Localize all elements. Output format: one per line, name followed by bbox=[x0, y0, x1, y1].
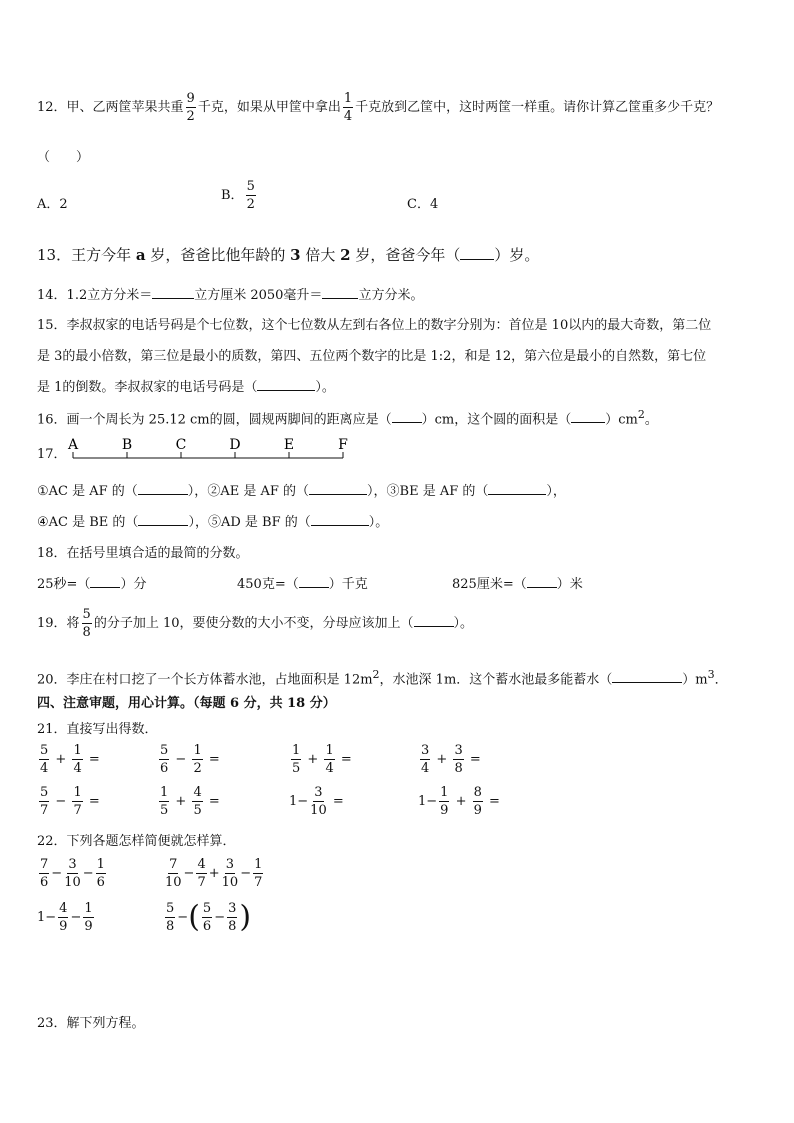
q21-expression: $\frac{3}{4}$ + $\frac{3}{8}$ = bbox=[421, 743, 481, 776]
answer-blank[interactable] bbox=[488, 494, 546, 495]
answer-blank[interactable] bbox=[138, 525, 188, 526]
fraction: $\frac{3}{10}$ bbox=[221, 857, 239, 890]
fraction: $\frac{1}{5}$ bbox=[292, 743, 301, 776]
answer-blank[interactable] bbox=[309, 494, 367, 495]
q18-item-c: 825厘米=（ ）米 bbox=[452, 577, 583, 592]
q13-line: 13．王方今年 a 岁，爸爸比他年龄的 3 倍大 2 岁，爸爸今年（ ）岁。 bbox=[37, 246, 540, 264]
q19-line: 19．将 $\frac{5}{8}$ 的分子加上 10，要使分数的大小不变，分母应该加上（ ）。 bbox=[37, 607, 474, 640]
fraction: $\frac{5}{6}$ bbox=[202, 901, 212, 934]
point-label: F bbox=[338, 437, 348, 453]
q15-line3: 是 1的倒数。李叔叔家的电话号码是（ ）。 bbox=[37, 380, 335, 395]
q12-line: 12．甲、乙两筐苹果共重 $\frac{9}{2}$ 千克，如果从甲筐中拿出 $\frac{1}{4}$ 千克放到乙筐中，这时两筐一样重。请你计算乙筐重多少千克？ bbox=[37, 91, 720, 124]
q22-expression: 1− $\frac{4}{9}$ − $\frac{1}{9}$ bbox=[37, 901, 93, 934]
option-b[interactable]: B． $\frac{5}{2}$ bbox=[221, 179, 255, 212]
fraction: $\frac{1}{6}$ bbox=[96, 857, 105, 890]
q21-expression: $\frac{5}{4}$ + $\frac{1}{4}$ = bbox=[40, 743, 100, 776]
fraction: $\frac{3}{8}$ bbox=[454, 743, 463, 776]
fraction: $\frac{1}{7}$ bbox=[73, 785, 82, 818]
q20-line: 20．李庄在村口挖了一个长方体蓄水池，占地面积是 $12m^2$，水池深 1m．这个蓄水池最多能蓄水（ ）$m^3$． bbox=[37, 668, 728, 688]
fraction: $\frac{7}{10}$ bbox=[165, 857, 182, 890]
fraction: $\frac{4}{9}$ bbox=[59, 901, 68, 934]
q12-text: 12．甲、乙两筐苹果共重 bbox=[37, 100, 184, 115]
q17-label: 17． bbox=[37, 447, 67, 462]
q18-item-b: 450克=（ ）千克 bbox=[237, 577, 368, 592]
q16-line: 16．画一个周长为 25.12 cm的圆，圆规两脚间的距离应是（ ）cm，这个圆的面积是（ ）$cm^2$。 bbox=[37, 408, 658, 428]
q17-row1: ①AC 是 AF 的（ ），②AE 是 AF 的（ ），③BE 是 AF 的（ ）， bbox=[37, 484, 566, 499]
q18-title: 18．在括号里填合适的最简的分数。 bbox=[37, 546, 249, 561]
fraction: $\frac{1}{4}$ bbox=[343, 91, 353, 124]
fraction: $\frac{1}{9}$ bbox=[84, 901, 93, 934]
answer-blank[interactable] bbox=[392, 422, 422, 423]
q22-expression: $\frac{7}{6}$ − $\frac{3}{10}$ − $\frac{1}{6}$ bbox=[40, 857, 105, 890]
q15-line1: 15．李叔叔家的电话号码是个七位数，这个七位数从左到右各位上的数字分别为：首位是 10以内的最大奇数，第二位 bbox=[37, 318, 712, 333]
fraction: $\frac{3}{10}$ bbox=[310, 785, 327, 818]
fraction: $\frac{4}{7}$ bbox=[197, 857, 206, 890]
q22-title: 22．下列各题怎样简便就怎样算． bbox=[37, 834, 236, 849]
fraction: $\frac{3}{4}$ bbox=[421, 743, 430, 776]
fraction: $\frac{8}{9}$ bbox=[473, 785, 482, 818]
fraction: $\frac{1}{9}$ bbox=[440, 785, 449, 818]
q15-line2: 是 3的最小倍数，第三位是最小的质数，第四、五位两个数字的比是 1:2，和是 12，第六位是最小的自然数，第七位 bbox=[37, 349, 707, 364]
fraction: $\frac{9}{2}$ bbox=[186, 91, 195, 124]
option-a[interactable]: A．2 bbox=[37, 197, 68, 212]
q21-title: 21．直接写出得数． bbox=[37, 722, 158, 737]
q18-item-a: 25秒=（ ）分 bbox=[37, 577, 147, 592]
section-heading: 四、注意审题，用心计算。（每题 6 分，共 18 分） bbox=[37, 696, 336, 711]
fraction: $\frac{1}{2}$ bbox=[193, 743, 202, 776]
q14-line: 14．1.2立方分米＝ 立方厘米 2050毫升＝ 立方分米。 bbox=[37, 288, 424, 303]
q22-expression: $\frac{7}{10}$ − $\frac{4}{7}$ + $\frac{3}{10}$ − $\frac{1}{7}$ bbox=[165, 857, 263, 890]
q23-title: 23．解下列方程。 bbox=[37, 1016, 145, 1031]
fraction: $\frac{3}{8}$ bbox=[228, 901, 237, 934]
fraction: $\frac{5}{6}$ bbox=[160, 743, 169, 776]
answer-blank[interactable] bbox=[138, 494, 188, 495]
fraction: $\frac{1}{7}$ bbox=[254, 857, 263, 890]
answer-blank[interactable] bbox=[414, 626, 454, 627]
q21-expression: 1− $\frac{3}{10}$ = bbox=[289, 785, 344, 818]
answer-blank[interactable] bbox=[90, 587, 120, 588]
q17-row2: ④AC 是 BE 的（ ），⑤AD 是 BF 的（ ）。 bbox=[37, 515, 389, 530]
point-label: D bbox=[229, 437, 241, 453]
fraction: $\frac{1}{4}$ bbox=[73, 743, 82, 776]
answer-blank[interactable] bbox=[311, 525, 369, 526]
answer-blank[interactable] bbox=[527, 587, 557, 588]
answer-blank[interactable] bbox=[257, 390, 315, 391]
fraction: $\frac{5}{4}$ bbox=[40, 743, 49, 776]
q21-expression: $\frac{5}{7}$ − $\frac{1}{7}$ = bbox=[40, 785, 100, 818]
fraction: $\frac{7}{6}$ bbox=[40, 857, 49, 890]
point-label: A bbox=[67, 437, 79, 453]
answer-blank[interactable] bbox=[152, 298, 194, 299]
q22-expression: $\frac{5}{8}$ −( $\frac{5}{6}$ − $\frac{3}{8}$ ) bbox=[166, 899, 252, 935]
fraction: $\frac{5}{8}$ bbox=[166, 901, 175, 934]
answer-blank[interactable] bbox=[571, 422, 605, 423]
fraction: $\frac{1}{4}$ bbox=[325, 743, 334, 776]
answer-blank[interactable] bbox=[460, 259, 494, 260]
answer-blank[interactable] bbox=[322, 298, 358, 299]
q21-expression: $\frac{1}{5}$ + $\frac{1}{4}$ = bbox=[292, 743, 352, 776]
number-line-diagram bbox=[66, 434, 356, 466]
fraction: $\frac{4}{5}$ bbox=[193, 785, 202, 818]
fraction: $\frac{1}{5}$ bbox=[160, 785, 169, 818]
q12-answer-paren: （ ） bbox=[37, 150, 90, 165]
point-label: E bbox=[283, 437, 295, 453]
q21-expression: $\frac{1}{5}$ + $\frac{4}{5}$ = bbox=[160, 785, 220, 818]
point-label: C bbox=[175, 437, 187, 453]
answer-blank[interactable] bbox=[612, 682, 682, 683]
option-c[interactable]: C．4 bbox=[407, 197, 439, 212]
point-label: B bbox=[121, 437, 133, 453]
answer-blank[interactable] bbox=[299, 587, 329, 588]
fraction: $\frac{5}{7}$ bbox=[40, 785, 49, 818]
q21-expression: $\frac{5}{6}$ − $\frac{1}{2}$ = bbox=[160, 743, 220, 776]
fraction: $\frac{3}{10}$ bbox=[64, 857, 81, 890]
q21-expression: 1− $\frac{1}{9}$ + $\frac{8}{9}$ = bbox=[418, 785, 500, 818]
